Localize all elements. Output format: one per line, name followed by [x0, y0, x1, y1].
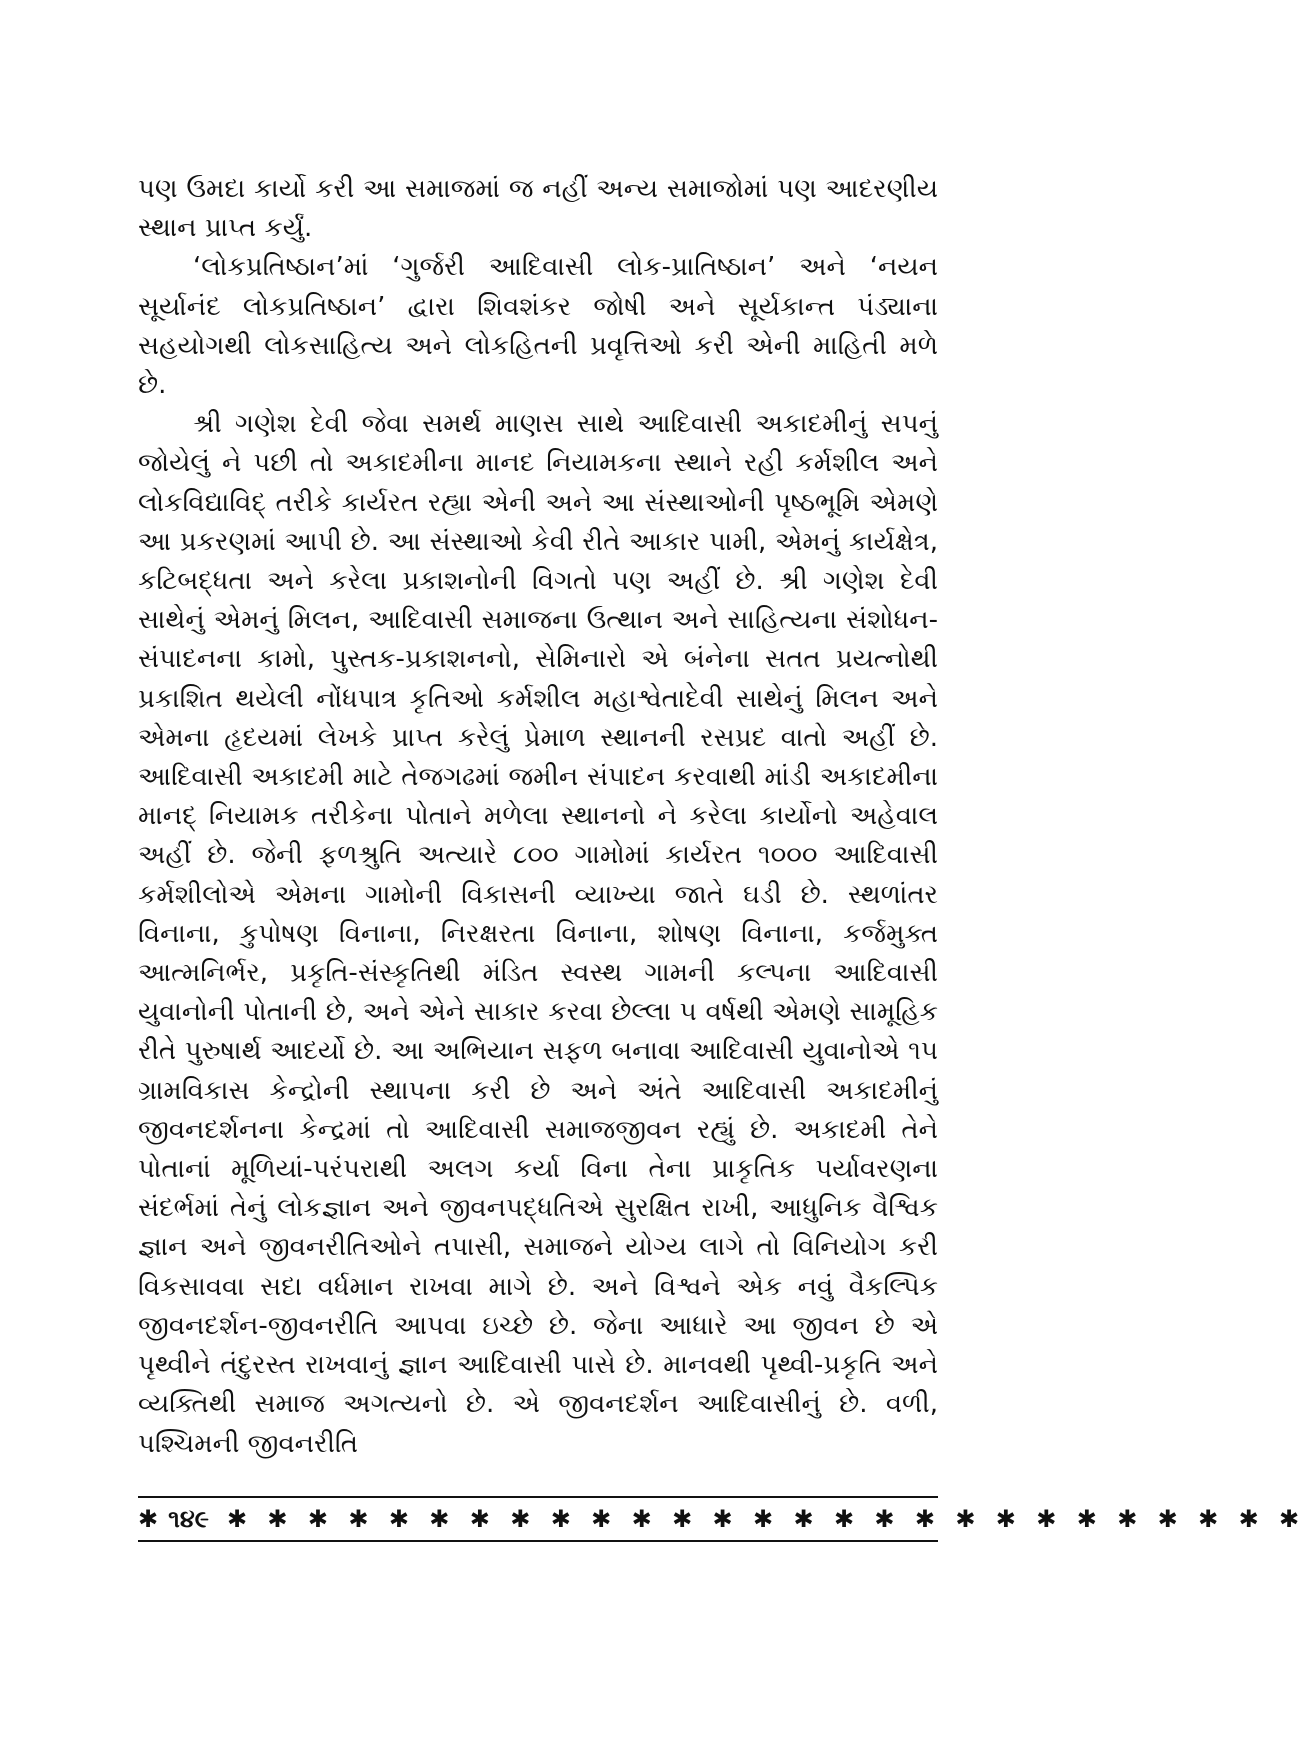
footer-ornament-row [138, 1500, 1305, 1538]
paragraph-1: પણ ઉમદા કાર્યો કરી આ સમાજમાં જ નહીં અન્ય સમાજોમાં પણ આદરણીય સ્થાન પ્રાપ્ત કર્યું. [138, 174, 938, 244]
footer-rule-top [138, 1496, 938, 1498]
asterisk-ornament-row: ✱ ✱ ✱ ✱ ✱ ✱ ✱ ✱ ✱ ✱ ✱ ✱ ✱ ✱ ✱ ✱ ✱ ✱ ✱ ✱ ✱ ✱ ✱ ✱ ✱ ✱ ✱ [226, 1505, 1305, 1533]
footer-rule-bottom [138, 1540, 938, 1542]
paragraph-2: ‘લોકપ્રતિષ્ઠાન’માં ‘ગુર્જરી આદિવાસી લોક-પ્રાતિષ્ઠાન’ અને ‘નયન સૂર્યાનંદ લોકપ્રતિષ્ઠાન’ દ્વારા શિવશંકર જોષી અને સૂર્યકાન્ત પંડ્યાના સહયોગથી લોકસાહિત્ય અને લોકહિતની પ્રવૃત્તિઓ કરી એની માહિતી મળે છે. [138, 252, 938, 401]
page-number: ૧૪૯ [168, 1505, 209, 1533]
paragraph-3: શ્રી ગણેશ દેવી જેવા સમર્થ માણસ સાથે આદિવાસી અકાદમીનું સપનું જોયેલું ને પછી તો અકાદમીના માનદ નિયામકના સ્થાને રહી કર્મશીલ અને લોકવિદ્યાવિદ્ તરીકે કાર્યરત રહ્યા એની અને આ સંસ્થાઓની પૃષ્ઠભૂમિ એમણે આ પ્રકરણમાં આપી છે. આ સંસ્થાઓ કેવી રીતે આકાર પામી, એમનું કાર્યક્ષેત્ર, કટિબદ્ધતા અને કરેલા પ્રકાશનોની વિગતો પણ અહીં છે. શ્રી ગણેશ દેવી સાથેનું એમનું મિલન, આદિવાસી સમાજના ઉત્થાન અને સાહિત્યના સંશોધન-સંપાદનના કામો, પુસ્તક-પ્રકાશનનો, સેમિનારો એ બંનેના સતત પ્રયત્નોથી પ્રકાશિત થયેલી નોંધપાત્ર કૃતિઓ કર્મશીલ મહાશ્વેતાદેવી સાથેનું મિલન અને એમના હૃદયમાં લેખકે પ્રાપ્ત કરેલું પ્રેમાળ સ્થાનની રસપ્રદ વાતો અહીં છે. આદિવાસી અકાદમી માટે તેજગઢમાં જમીન સંપાદન કરવાથી માંડી અકાદમીના માનદ્ નિયામક તરીકેના પોતાને મળેલા સ્થાનનો ને કરેલા કાર્યોનો અહેવાલ અહીં છે. જેની ફળશ્રુતિ અત્યારે ૮૦૦ ગામોમાં કાર્યરત ૧૦૦૦ આદિવાસી કર્મશીલોએ એમના ગામોની વિકાસની વ્યાખ્યા જાતે ઘડી છે. સ્થળાંતર વિનાના, કુપોષણ વિનાના, નિરક્ષરતા વિનાના, શોષણ વિનાના, કર્જમુક્ત આત્મનિર્ભર, પ્રકૃતિ-સંસ્કૃતિથી મંડિત સ્વસ્થ ગામની કલ્પના આદિવાસી યુવાનોની પોતાની છે, અને એને સાકાર કરવા છેલ્લા ૫ વર્ષથી એમણે સામૂહિક રીતે પુરુષાર્થ આદર્યો છે. આ અભિયાન સફળ બનાવા આદિવાસી યુવાનોએ ૧૫ ગ્રામવિકાસ કેન્દ્રોની સ્થાપના કરી છે અને અંતે આદિવાસી અકાદમીનું જીવનદર્શનના કેન્દ્રમાં તો આદિવાસી સમાજજીવન રહ્યું છે. અકાદમી તેને પોતાનાં મૂળિયાં-પરંપરાથી અલગ કર્યા વિના તેના પ્રાકૃતિક પર્યાવરણના સંદર્ભમાં તેનું લોકજ્ઞાન અને જીવનપદ્ધતિએ સુરક્ષિત રાખી, આધુનિક વૈશ્વિક જ્ઞાન અને જીવનરીતિઓને તપાસી, સમાજને યોગ્ય લાગે તો વિનિયોગ કરી વિકસાવવા સદા વર્ધમાન રાખવા માગે છે. અને વિશ્વને એક નવું વૈકલ્પિક જીવનદર્શન-જીવનરીતિ આપવા ઇચ્છે છે. જેના આધારે આ જીવન છે એ પૃથ્વીને તંદુરસ્ત રાખવાનું જ્ઞાન આદિવાસી પાસે છે. માનવથી પૃથ્વી-પ્રકૃતિ અને વ્યક્તિથી સમાજ અગત્યનો છે. એ જીવનદર્શન આદિવાસીનું છે. વળી, પશ્ચિમની જીવનરીતિ [138, 409, 938, 1459]
body-text [138, 170, 938, 1464]
asterisk-icon: ✱ [138, 1505, 159, 1533]
page-footer [138, 1496, 1305, 1546]
